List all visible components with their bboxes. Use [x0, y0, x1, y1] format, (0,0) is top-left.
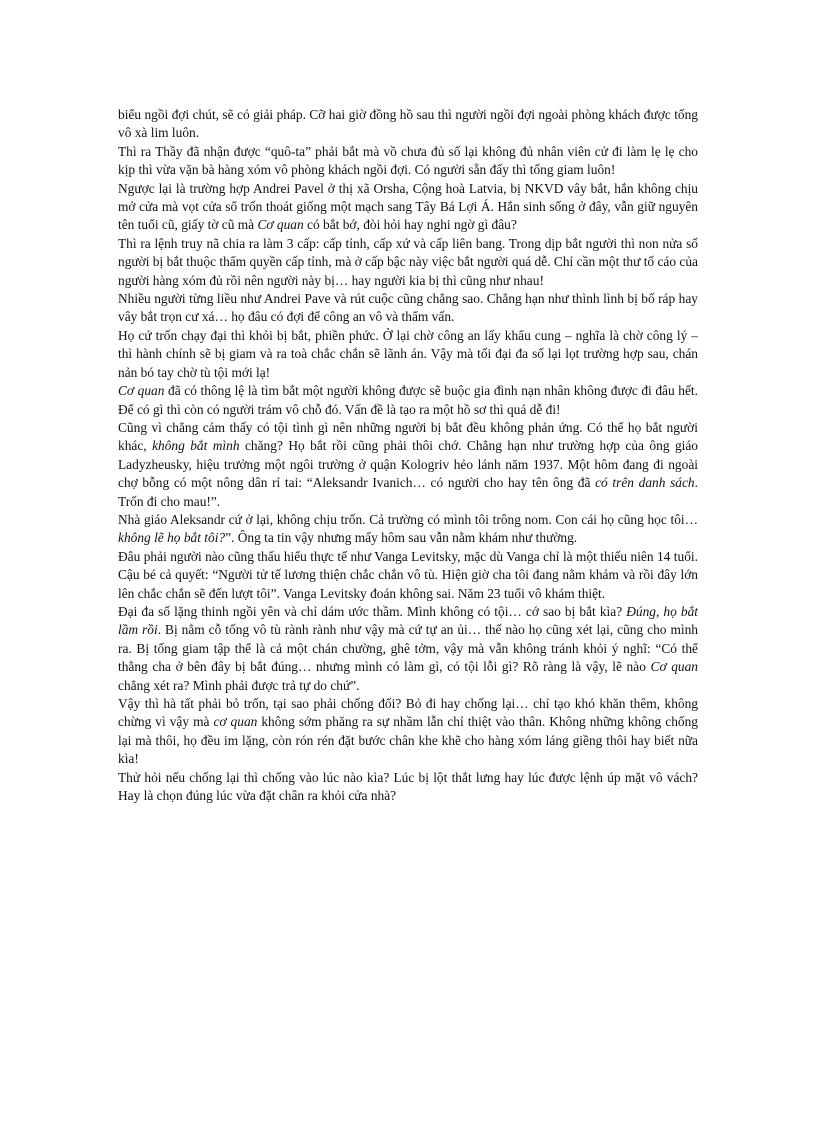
text-run: Nhà giáo Aleksandr cứ ở lại, không chịu trốn. Cả trường có mình tôi trông nom. Con cái họ cũng học tôi… — [118, 511, 698, 527]
document-page — [118, 106, 698, 805]
paragraph — [118, 143, 698, 180]
text-run: chẳng xét ra? Mình phải được trả tự do chứ”. — [118, 677, 360, 693]
text-run: Thì ra Thầy đã nhận được “quô-ta” phải bắt mà vồ chưa đủ số lại không đủ nhân viên cử đi làm lẹ lẹ cho kịp thì vừa vặn bà hàng xóm vô phòng khách ngồi đợi. Có người sẵn đấy thì tống giam luôn! — [118, 143, 698, 178]
text-run: Nhiều người từng liều như Andrei Pave và rút cuộc cũng chẳng sao. Chẳng hạn như thình lình bị bố ráp hay vây bắt trọn cư xá… họ đâu có đợi để công an vô và thẩm vấn. — [118, 291, 698, 325]
paragraph — [118, 548, 698, 603]
italic-text: Cơ quan — [650, 659, 698, 675]
text-run: Đâu phải người nào cũng thấu hiểu thực tế như Vanga Levitsky, mặc dù Vanga chỉ là một thiếu niên 14 tuổi. Cậu bé cả quyết: “Người tử tế lương thiện chắc chắn vô tù. Hiện giờ cha tôi đang nằm khám và rồi đây lớn lên chắc chắn sẽ đến lượt tôi”. Vanga Levitsky đoán không sai. Năm 23 tuổi vô khám thiệt. — [118, 548, 698, 601]
text-run: Thử hỏi nếu chống lại thì chống vào lúc nào kìa? Lúc bị lột thắt lưng hay lúc được lệnh úp mặt vô vách? Hay là chọn đúng lúc vừa đặt chân ra khỏi cửa nhà? — [118, 769, 698, 804]
paragraph — [118, 106, 698, 143]
text-run: Họ cứ trốn chạy đại thì khỏi bị bắt, phiền phức. Ở lại chờ công an lấy khẩu cung – nghĩa là chờ công lý – thì hành chính sẽ bị giam và ra toà chắc chắn sẽ lãnh án. Vậy mà tối đại đa số lại lọt trường hợp sau, chán nản bó tay chờ tù tội mới lạ! — [118, 327, 698, 380]
text-run: Đại đa số lặng thinh ngồi yên và chỉ dám ước thầm. Mình không có tội… cớ sao bị bắt kìa? — [118, 603, 627, 619]
italic-text: Đúng, họ bắt lầm rồi — [118, 603, 698, 638]
text-run: . Trốn đi cho mau!”. — [118, 475, 698, 509]
text-run: đã có thông lệ là tìm bắt một người không được sẽ buộc gia đình nạn nhân không được đi đâu hết. Để có gì thì còn có người trám vô chỗ đó. Vấn đề là tạo ra một hồ sơ thì quá dễ đi! — [118, 383, 698, 417]
paragraph — [118, 769, 698, 806]
text-run: Vậy thì hà tất phải bỏ trốn, tại sao phải chống đối? Bỏ đi hay chống lại… chỉ tạo khó khăn thêm, không chừng vì vậy mà — [118, 696, 698, 730]
paragraph — [118, 695, 698, 769]
italic-text: cơ quan — [213, 714, 258, 730]
paragraph — [118, 180, 698, 235]
text-run: Ngược lại là trường hợp Andrei Pavel ở thị xã Orsha, Cộng hoà Latvia, bị NKVD vây bắt, hắn không chịu mở cửa mà vọt cửa sổ trốn thoát giống một mạch sang Tây Bá Lợi Á. Hắn sinh sống ở đây, vẫn giữ nguyên tên tuổi cũ, giấy tờ cũ mà — [118, 180, 698, 233]
paragraph — [118, 235, 698, 290]
text-run: không sớm phăng ra sự nhầm lẫn chỉ thiệt vào thân. Không những không chống lại mà thôi, họ đều im lặng, còn rón rén đặt bước chân khe khẽ cho hàng xóm láng giềng thôi hay biết nữa kìa! — [118, 714, 698, 767]
text-run: Thì ra lệnh truy nã chia ra làm 3 cấp: cấp tỉnh, cấp xứ và cấp liên bang. Trong dịp bắt người thì non nửa số người bị bắt thuộc thẩm quyền cấp tỉnh, mà ở cấp bậc này việc bắt người quá dễ. Chỉ cần một thư tố cáo của người hàng xóm đủ rồi nên người này bị… hay người kia bị thì cũng như nhau! — [118, 235, 698, 288]
italic-text: Cơ quan — [118, 383, 165, 399]
italic-text: không lẽ họ bắt tôi? — [118, 530, 226, 546]
paragraph — [118, 419, 698, 511]
paragraph — [118, 382, 698, 419]
paragraph — [118, 603, 698, 695]
text-run: . Bị nằm cỗ tống vô tù rành rành như vậy mà cứ tự an ủi… thế nào họ cũng xét lại, cũng cho mình ra. Bị tống giam tập thể là cả một chán chường, ghê tởm, vậy mà vẫn không tránh khỏi ý nghĩ: “Có thể thằng cha ở bên đây bị bắt đúng… nhưng mình có làm gì, có tội lỗi gì? Rõ ràng là vậy, lẽ nào — [118, 622, 698, 675]
italic-text: Cơ quan — [257, 217, 304, 233]
text-run: chăng? Họ bắt rồi cũng phải thôi chớ. Chẳng hạn như trường hợp của ông giáo Ladyzheusky, hiệu trưởng một ngôi trường ở quận Kologriv hẻo lánh năm 1937. Một hôm đang đi ngoài chợ bỗng có một nông dân rỉ tai: “Aleksandr Ivanich… có người cho hay tên ông đã — [118, 438, 698, 491]
paragraph — [118, 511, 698, 548]
text-run: biểu ngồi đợi chút, sẽ có giải pháp. Cỡ hai giờ đồng hồ sau thì người ngồi đợi ngoài phòng khách được tống vô xà lim luôn. — [118, 107, 698, 141]
italic-text: có trên danh sách — [595, 475, 695, 491]
text-run: Cũng vì chẳng cảm thấy có tội tình gì nên những người bị bắt đều không phản ứng. Có thể họ bắt người khác, — [118, 419, 698, 454]
italic-text: không bắt mình — [152, 438, 240, 454]
text-run: ”. Ông ta tin vậy nhưng mấy hôm sau vẫn nằm khám như thường. — [225, 530, 578, 546]
paragraph — [118, 290, 698, 327]
paragraph — [118, 327, 698, 382]
text-run: có bắt bớ, đòi hỏi hay nghi ngờ gì đâu? — [303, 217, 517, 233]
